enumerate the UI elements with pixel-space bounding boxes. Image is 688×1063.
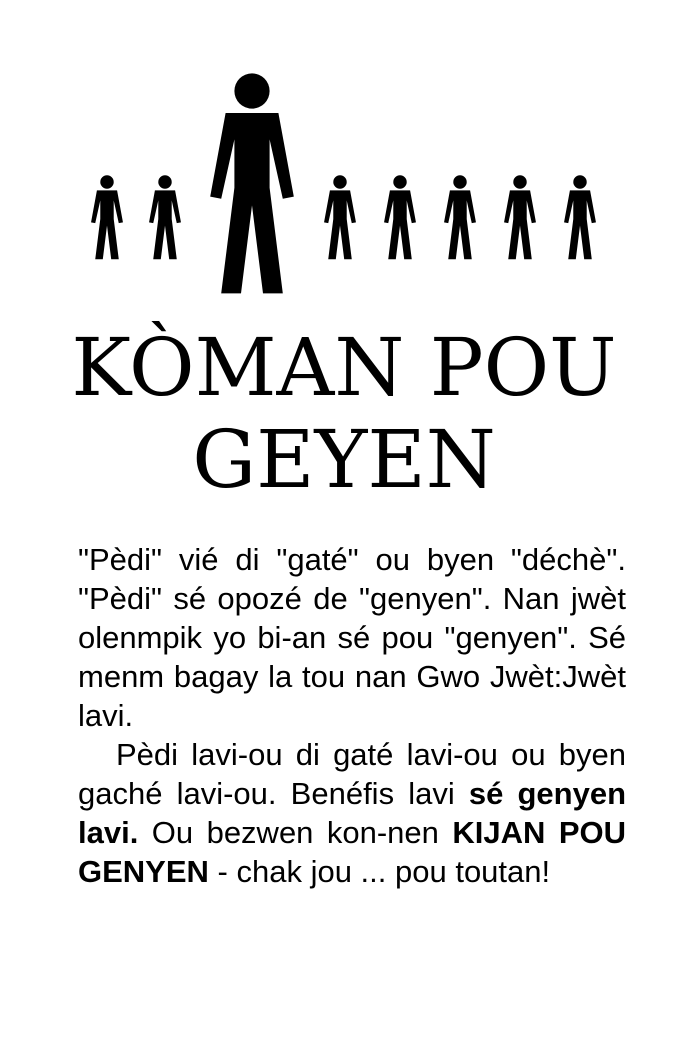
paragraph-2-text-2: Ou bezwen kon-nen [138,815,453,850]
paragraph-2 [78,735,626,891]
person-icon [564,175,596,259]
person-icon [384,175,416,259]
paragraph-2-text-1: Pèdi lavi-ou di gaté lavi-ou ou byen gaché lavi-ou. Benéfis lavi [78,737,626,811]
person-icon [210,73,294,293]
title-line-1: KÒMAN POU [71,321,617,414]
title-line-2: GEYEN [192,413,496,506]
people-illustration-svg [0,60,688,300]
people-illustration [0,60,688,300]
body-text [78,540,626,891]
person-icon [91,175,123,259]
person-icon [444,175,476,259]
paragraph-2-bold-2: KIJAN POU GENYEN [78,815,626,889]
person-icon [324,175,356,259]
paragraph-1: "Pèdi" vié di "gaté" ou byen "déchè". "Pèdi" sé opozé de "genyen". Nan jwèt olenmpik yo bi-an sé pou "genyen". Sé menm bagay la tou nan Gwo Jwèt:Jwèt lavi. [78,542,626,733]
person-icon [504,175,536,259]
person-icon [149,175,181,259]
paragraph-2-bold-1: sé genyen lavi. [78,776,627,850]
paragraph-2-text-3: - chak jou ... pou toutan! [208,854,551,889]
page-title [0,322,688,506]
